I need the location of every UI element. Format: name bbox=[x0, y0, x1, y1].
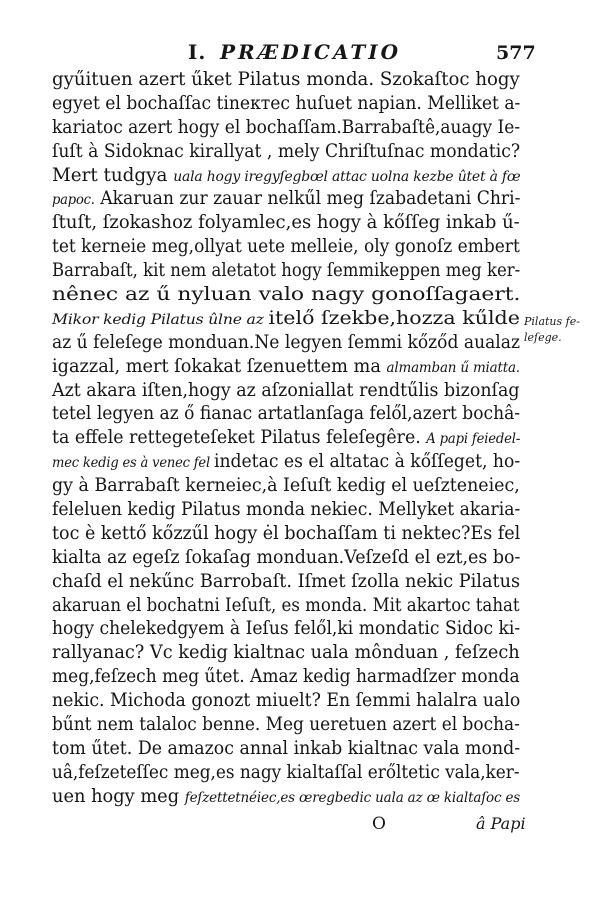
text-segment: Azt akara iſten,hogy az aſzoniallat rendtűlis bizonſag bbox=[52, 379, 520, 401]
text-segment: itelő ſzekbe,hozza kűlde bbox=[268, 307, 520, 329]
text-segment: rallyanac? Vc kedig kialtnac uala mônduan , feſzech bbox=[52, 642, 520, 664]
page-number: 577 bbox=[496, 42, 536, 64]
text-line bbox=[52, 737, 521, 761]
text-segment: akaruan el bochatni Ieſuſt, es monda. Mit akartoc tahat bbox=[52, 594, 520, 616]
italic-text-segment: uala hogy iregyſegbœl attac uolna kezbe ûtet à fœ bbox=[173, 168, 521, 185]
text-line bbox=[52, 116, 521, 140]
text-segment: nekic. Michoda gonozt miuelt? En ſemmi halalra ualo bbox=[52, 690, 521, 712]
text-segment: kialta az egeſz ſokaſag monduan.Veſzeſd el ezt,es bo- bbox=[52, 546, 521, 568]
margin-note-line: leſege. bbox=[524, 331, 562, 344]
text-segment: nênec az ű nyluan valo nagy gonoſſagaert. bbox=[52, 284, 521, 306]
text-line bbox=[52, 713, 520, 737]
header-roman-numeral: I. bbox=[188, 40, 207, 64]
text-segment: ſuſt à Sidoknac kirallyat , mely Chriſtuſnac mondatic? bbox=[52, 140, 521, 162]
text-line bbox=[52, 355, 520, 379]
text-segment: tet kerneie meg,ollyat uete melleie, oly gonoſz embert bbox=[52, 236, 520, 258]
text-segment: igazzal, mert ſokakat ſzenuettem ma bbox=[52, 355, 387, 377]
text-segment: chaſd el nekűnc Barrobaſt. Iſmet ſzolla nekic Pilatus bbox=[52, 570, 521, 592]
text-segment: ta effele rettegeteſeket Pilatus feleſegêre. bbox=[52, 427, 427, 449]
italic-text-segment: papoc. bbox=[52, 192, 95, 209]
text-segment: uâ,feſzeteſſec meg,es nagy kialtaſſal erőltetic vala,ker- bbox=[52, 761, 520, 783]
running-header bbox=[0, 40, 613, 70]
text-segment: bűnt nem talaloc benne. Meg ueretuen azert el bocha- bbox=[52, 714, 520, 736]
text-segment: Akaruan zur zauar nelkűl meg ſzabadetani Chri- bbox=[94, 188, 521, 210]
text-line bbox=[52, 331, 520, 355]
text-segment: az ű feleſege monduan.Ne legyen ſemmi kőződ aualaz bbox=[52, 331, 520, 353]
text-line bbox=[52, 235, 520, 259]
italic-text-segment: A papi feiedel- bbox=[426, 431, 521, 448]
text-segment: kariatoc azert hogy el bochaſſam.Barrabaſtê,auagy Ie- bbox=[52, 116, 521, 138]
text-line bbox=[52, 641, 520, 665]
italic-text-segment: Mikor kedig Pilatus ûlne az bbox=[52, 311, 269, 328]
text-segment: tom űtet. De amazoc annal inkab kialtnac vala mond- bbox=[52, 737, 521, 759]
text-segment: Barrabaſt, kit nem aletatot hogy ſemmikeppen meg ker- bbox=[52, 260, 521, 282]
text-line bbox=[52, 68, 520, 92]
text-line bbox=[52, 402, 521, 426]
header-title: PRÆDICATIO bbox=[220, 40, 402, 64]
text-segment: toc è kettő kőzzűl hogy ėl bochaſſam ti nektec?Es fel bbox=[52, 522, 521, 544]
text-segment: ſtuſt, ſzokashoz folyamlec,es hogy à kőſſeg inkab ű- bbox=[52, 212, 520, 234]
catchword: â Papi bbox=[476, 814, 526, 833]
text-line bbox=[52, 665, 520, 689]
text-line bbox=[52, 570, 521, 594]
text-segment: tetel legyen az ő fianac artatlanſaga felől,azert bochâ- bbox=[52, 403, 521, 425]
text-line bbox=[52, 761, 520, 785]
text-line bbox=[52, 426, 521, 450]
text-line bbox=[52, 594, 520, 618]
text-line bbox=[52, 211, 520, 235]
margin-note-line: Pilatus fe- bbox=[524, 315, 580, 328]
text-line bbox=[52, 92, 521, 116]
italic-text-segment: mec kedig es à venec fel bbox=[52, 455, 214, 472]
text-segment: uen hogy meg bbox=[52, 785, 185, 807]
text-segment: Mert tudgya bbox=[52, 164, 174, 186]
text-segment: feleluen kedig Pilatus monda nekiec. Mellyket akaria- bbox=[52, 499, 521, 521]
text-segment: meg,feſzech meg űtet. Amaz kedig harmadſzer monda bbox=[52, 666, 520, 688]
text-segment: indetac es el altatac à kőſſeget, ho- bbox=[213, 451, 521, 473]
text-line bbox=[52, 474, 520, 498]
text-line bbox=[52, 140, 521, 164]
italic-text-segment: almamban ű miatta. bbox=[386, 359, 520, 376]
text-line bbox=[52, 164, 520, 188]
text-line bbox=[52, 522, 521, 546]
text-segment: hogy chelekedgyem à Ieſus felől,ki mondatic Sidoc ki- bbox=[52, 618, 521, 640]
text-line bbox=[52, 450, 521, 474]
body-text bbox=[52, 68, 522, 809]
text-segment: gyűituen azert űket Pilatus monda. Szokaſtoc hogy bbox=[52, 69, 520, 90]
text-line bbox=[52, 259, 521, 283]
text-line bbox=[52, 307, 578, 331]
text-line bbox=[52, 617, 521, 641]
italic-text-segment: feſzettetnéiec,es œregbedic uala az œ kialtaſoc es bbox=[184, 789, 521, 806]
text-segment: egyet el bochaſſac tineктес huſuet napian. Melliket a- bbox=[52, 92, 521, 114]
text-line bbox=[52, 785, 521, 809]
page-footer bbox=[0, 814, 613, 838]
text-segment: gy à Barrabaſt kerneiec,à Ieſuſt kedig el ueſzteneiec, bbox=[52, 475, 520, 497]
text-line bbox=[52, 283, 609, 307]
text-line bbox=[52, 379, 520, 403]
text-line bbox=[52, 689, 521, 713]
text-line bbox=[52, 187, 521, 211]
signature-mark: O bbox=[372, 814, 386, 834]
text-line bbox=[52, 498, 521, 522]
text-line bbox=[52, 546, 521, 570]
